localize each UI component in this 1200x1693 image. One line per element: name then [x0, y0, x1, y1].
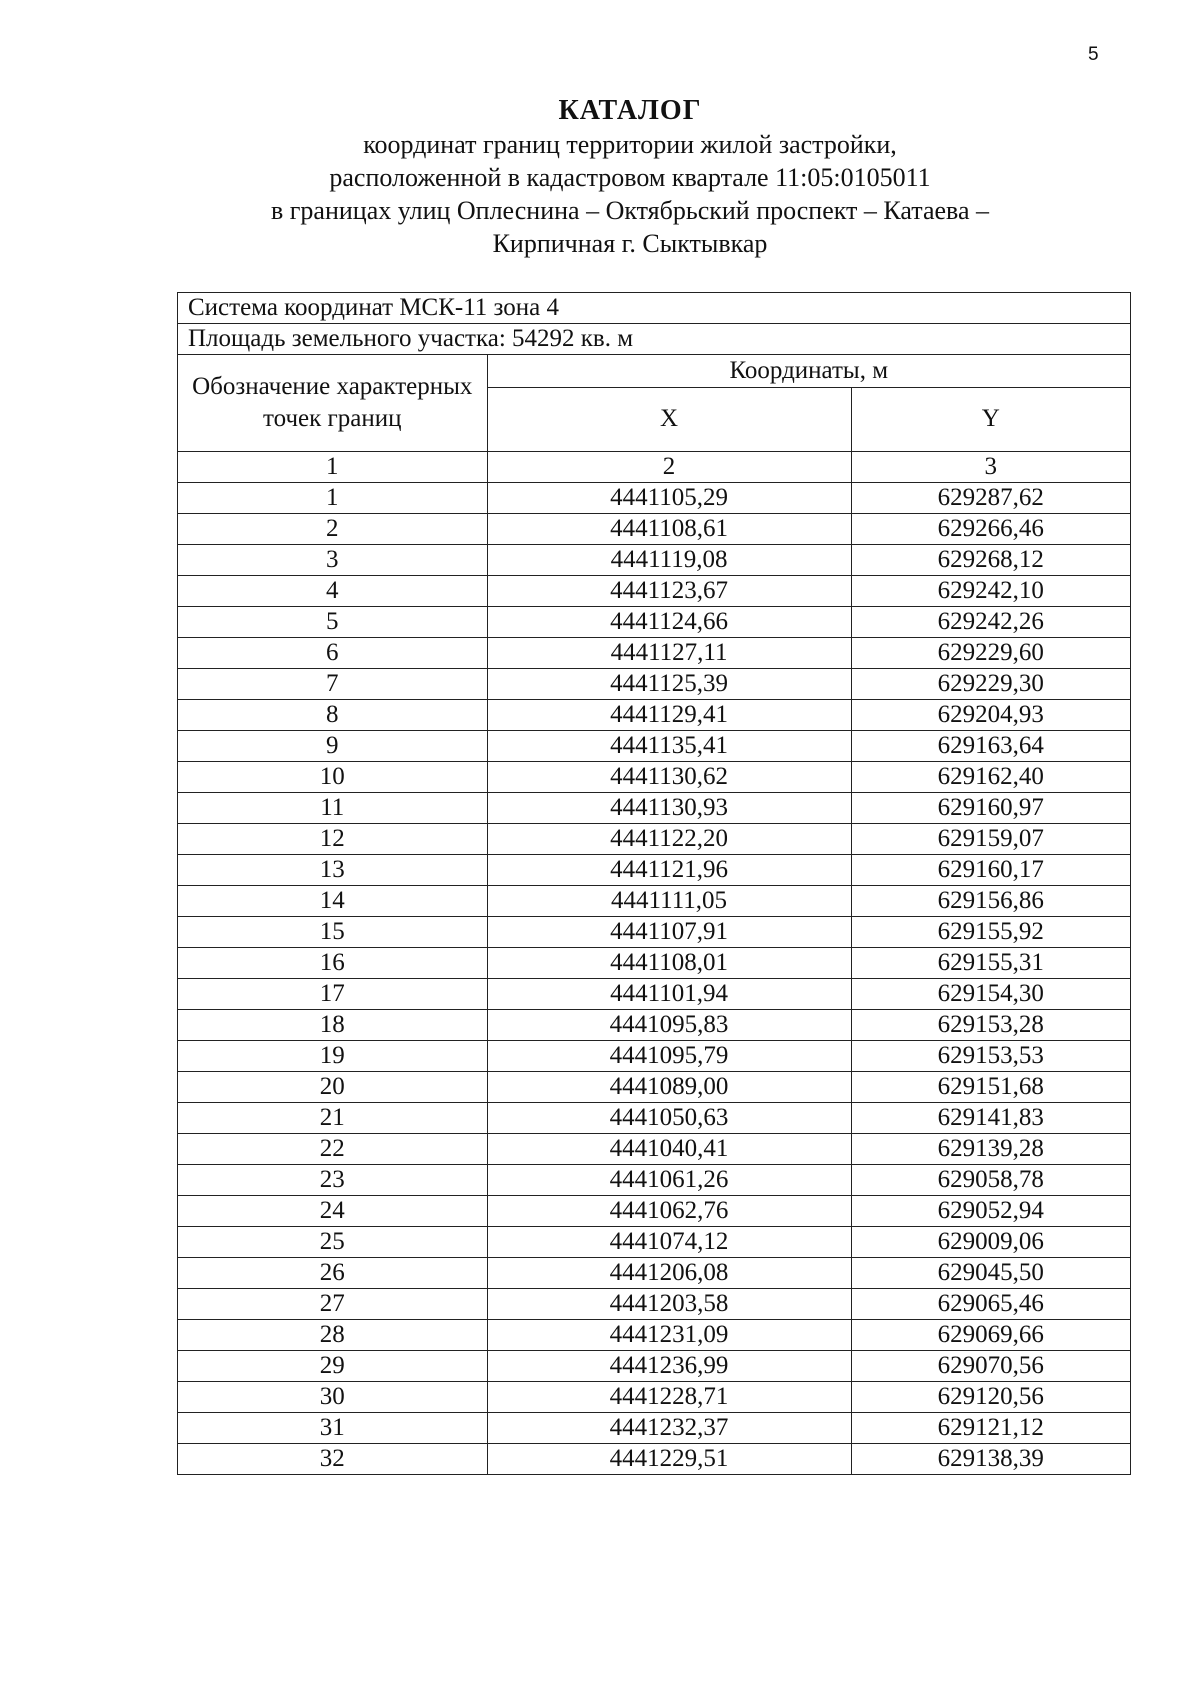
table-row [178, 979, 1131, 1010]
page-number: 5 [1088, 44, 1099, 65]
point-number-cell: 16 [178, 948, 488, 979]
table-row [178, 855, 1131, 886]
table-row [178, 1196, 1131, 1227]
x-coordinate-cell: 4441107,91 [487, 917, 851, 948]
x-coordinate-cell: 4441203,58 [487, 1289, 851, 1320]
y-coordinate-cell: 629154,30 [851, 979, 1130, 1010]
table-row [178, 762, 1131, 793]
y-coordinate-cell: 629266,46 [851, 514, 1130, 545]
point-number-cell: 31 [178, 1413, 488, 1444]
x-coordinate-cell: 4441130,93 [487, 793, 851, 824]
y-coordinate-cell: 629160,97 [851, 793, 1130, 824]
point-number-cell: 15 [178, 917, 488, 948]
x-coordinate-cell: 4441040,41 [487, 1134, 851, 1165]
column-number-1: 1 [178, 452, 488, 483]
point-number-cell: 2 [178, 514, 488, 545]
point-number-cell: 22 [178, 1134, 488, 1165]
y-coordinate-cell: 629141,83 [851, 1103, 1130, 1134]
x-coordinate-cell: 4441108,61 [487, 514, 851, 545]
x-coordinate-cell: 4441125,39 [487, 669, 851, 700]
y-coordinate-cell: 629162,40 [851, 762, 1130, 793]
y-coordinate-cell: 629120,56 [851, 1382, 1130, 1413]
y-coordinate-cell: 629153,28 [851, 1010, 1130, 1041]
y-coordinate-cell: 629229,30 [851, 669, 1130, 700]
table-row [178, 700, 1131, 731]
x-coordinate-cell: 4441061,26 [487, 1165, 851, 1196]
point-number-cell: 32 [178, 1444, 488, 1475]
area-cell: Площадь земельного участка: 54292 кв. м [178, 324, 1131, 355]
y-coordinate-cell: 629242,10 [851, 576, 1130, 607]
subtitle-line-4: Кирпичная г. Сыктывкар [492, 229, 768, 258]
column-number-row [178, 452, 1131, 483]
table-row [178, 1165, 1131, 1196]
y-coordinate-cell: 629045,50 [851, 1258, 1130, 1289]
x-coordinate-cell: 4441229,51 [487, 1444, 851, 1475]
point-number-cell: 5 [178, 607, 488, 638]
point-number-cell: 9 [178, 731, 488, 762]
point-number-cell: 27 [178, 1289, 488, 1320]
table-row [178, 1444, 1131, 1475]
table-row [178, 1227, 1131, 1258]
point-number-cell: 11 [178, 793, 488, 824]
x-coordinate-cell: 4441124,66 [487, 607, 851, 638]
table-row [178, 731, 1131, 762]
y-coordinate-cell: 629204,93 [851, 700, 1130, 731]
point-number-cell: 10 [178, 762, 488, 793]
point-number-cell: 1 [178, 483, 488, 514]
point-number-cell: 7 [178, 669, 488, 700]
table-row [178, 1041, 1131, 1072]
y-coordinate-cell: 629287,62 [851, 483, 1130, 514]
x-header: X [487, 387, 851, 451]
x-coordinate-cell: 4441129,41 [487, 700, 851, 731]
table-row [178, 1103, 1131, 1134]
table-row [178, 1351, 1131, 1382]
x-coordinate-cell: 4441122,20 [487, 824, 851, 855]
table-row [178, 1413, 1131, 1444]
point-number-cell: 18 [178, 1010, 488, 1041]
point-number-cell: 30 [178, 1382, 488, 1413]
x-coordinate-cell: 4441074,12 [487, 1227, 851, 1258]
y-coordinate-cell: 629156,86 [851, 886, 1130, 917]
y-coordinate-cell: 629151,68 [851, 1072, 1130, 1103]
table-row [178, 514, 1131, 545]
column-number-2: 2 [487, 452, 851, 483]
x-coordinate-cell: 4441135,41 [487, 731, 851, 762]
point-number-cell: 8 [178, 700, 488, 731]
y-coordinate-cell: 629160,17 [851, 855, 1130, 886]
table-row [178, 917, 1131, 948]
table-row [178, 1382, 1131, 1413]
point-number-cell: 14 [178, 886, 488, 917]
x-coordinate-cell: 4441127,11 [487, 638, 851, 669]
x-coordinate-cell: 4441062,76 [487, 1196, 851, 1227]
column-number-3: 3 [851, 452, 1130, 483]
x-coordinate-cell: 4441236,99 [487, 1351, 851, 1382]
table-row [178, 607, 1131, 638]
x-coordinate-cell: 4441119,08 [487, 545, 851, 576]
y-coordinate-cell: 629052,94 [851, 1196, 1130, 1227]
y-coordinate-cell: 629058,78 [851, 1165, 1130, 1196]
subtitle-line-1: координат границ территории жилой застройки, [363, 130, 897, 159]
x-coordinate-cell: 4441232,37 [487, 1413, 851, 1444]
point-number-cell: 28 [178, 1320, 488, 1351]
y-coordinate-cell: 629163,64 [851, 731, 1130, 762]
table-row [178, 1289, 1131, 1320]
y-coordinate-cell: 629121,12 [851, 1413, 1130, 1444]
y-header: Y [851, 387, 1130, 451]
table-row [178, 1072, 1131, 1103]
subtitle-line-3: в границах улиц Оплеснина – Октябрьский проспект – Катаева – [270, 196, 990, 225]
area-row [178, 324, 1131, 355]
table-row [178, 545, 1131, 576]
system-row [178, 293, 1131, 324]
point-number-cell: 24 [178, 1196, 488, 1227]
x-coordinate-cell: 4441105,29 [487, 483, 851, 514]
x-coordinate-cell: 4441206,08 [487, 1258, 851, 1289]
x-coordinate-cell: 4441050,63 [487, 1103, 851, 1134]
y-coordinate-cell: 629153,53 [851, 1041, 1130, 1072]
table-row [178, 1258, 1131, 1289]
x-coordinate-cell: 4441111,05 [487, 886, 851, 917]
y-coordinate-cell: 629139,28 [851, 1134, 1130, 1165]
point-number-cell: 13 [178, 855, 488, 886]
y-coordinate-cell: 629155,31 [851, 948, 1130, 979]
x-coordinate-cell: 4441123,67 [487, 576, 851, 607]
table-row [178, 1134, 1131, 1165]
catalog-title: КАТАЛОГ [558, 95, 702, 126]
x-coordinate-cell: 4441095,83 [487, 1010, 851, 1041]
y-coordinate-cell: 629159,07 [851, 824, 1130, 855]
y-coordinate-cell: 629155,92 [851, 917, 1130, 948]
subtitle-line-2: расположенной в кадастровом квартале 11:05:0105011 [329, 163, 931, 192]
y-coordinate-cell: 629065,46 [851, 1289, 1130, 1320]
y-coordinate-cell: 629229,60 [851, 638, 1130, 669]
point-designation-header: Обозначение характерных точек границ [178, 355, 488, 452]
table-row [178, 669, 1131, 700]
point-number-cell: 20 [178, 1072, 488, 1103]
y-coordinate-cell: 629268,12 [851, 545, 1130, 576]
y-coordinate-cell: 629138,39 [851, 1444, 1130, 1475]
point-number-cell: 12 [178, 824, 488, 855]
header-row-1 [178, 355, 1131, 388]
table-row [178, 638, 1131, 669]
point-number-cell: 17 [178, 979, 488, 1010]
coordinates-table [177, 292, 1131, 1475]
x-coordinate-cell: 4441095,79 [487, 1041, 851, 1072]
point-number-cell: 19 [178, 1041, 488, 1072]
x-coordinate-cell: 4441108,01 [487, 948, 851, 979]
coordinates-header: Координаты, м [487, 355, 1130, 388]
table-row [178, 1320, 1131, 1351]
x-coordinate-cell: 4441101,94 [487, 979, 851, 1010]
catalog-heading [0, 94, 1200, 260]
point-number-cell: 3 [178, 545, 488, 576]
table-row [178, 483, 1131, 514]
y-coordinate-cell: 629009,06 [851, 1227, 1130, 1258]
x-coordinate-cell: 4441130,62 [487, 762, 851, 793]
x-coordinate-cell: 4441121,96 [487, 855, 851, 886]
y-coordinate-cell: 629242,26 [851, 607, 1130, 638]
table-row [178, 948, 1131, 979]
table-row [178, 576, 1131, 607]
table-row [178, 793, 1131, 824]
coordinate-system-cell: Система координат МСК-11 зона 4 [178, 293, 1131, 324]
point-number-cell: 26 [178, 1258, 488, 1289]
point-number-cell: 4 [178, 576, 488, 607]
x-coordinate-cell: 4441089,00 [487, 1072, 851, 1103]
point-number-cell: 25 [178, 1227, 488, 1258]
point-number-cell: 29 [178, 1351, 488, 1382]
point-number-cell: 6 [178, 638, 488, 669]
table-row [178, 824, 1131, 855]
point-number-cell: 21 [178, 1103, 488, 1134]
table-row [178, 1010, 1131, 1041]
point-number-cell: 23 [178, 1165, 488, 1196]
x-coordinate-cell: 4441231,09 [487, 1320, 851, 1351]
y-coordinate-cell: 629070,56 [851, 1351, 1130, 1382]
y-coordinate-cell: 629069,66 [851, 1320, 1130, 1351]
table-row [178, 886, 1131, 917]
x-coordinate-cell: 4441228,71 [487, 1382, 851, 1413]
